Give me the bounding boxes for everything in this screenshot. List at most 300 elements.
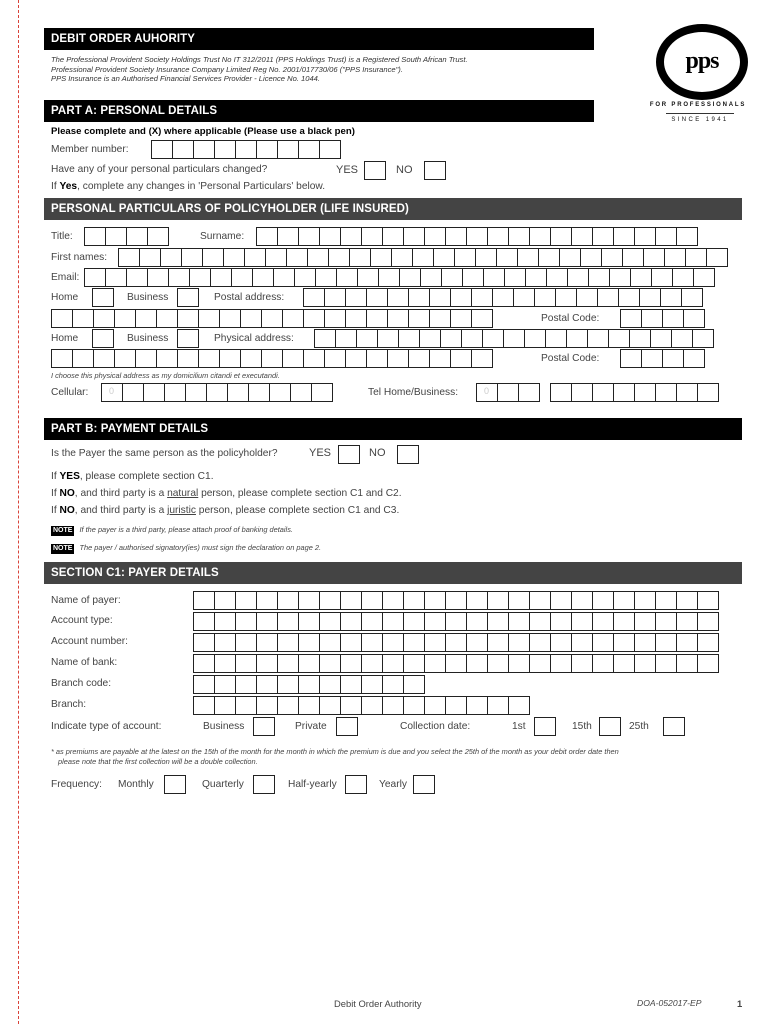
char-box[interactable] xyxy=(629,329,651,348)
freq-monthly-checkbox[interactable] xyxy=(164,775,186,794)
char-box[interactable] xyxy=(214,654,236,673)
char-box[interactable] xyxy=(391,248,413,267)
char-box[interactable] xyxy=(683,309,705,328)
char-box[interactable] xyxy=(613,591,635,610)
char-box[interactable] xyxy=(433,248,455,267)
char-box[interactable] xyxy=(72,309,94,328)
char-box[interactable] xyxy=(105,227,127,246)
char-box[interactable] xyxy=(508,654,530,673)
char-box[interactable] xyxy=(219,309,241,328)
char-box[interactable] xyxy=(382,696,404,715)
char-box[interactable] xyxy=(445,633,467,652)
char-box[interactable] xyxy=(143,383,165,402)
char-box[interactable] xyxy=(214,633,236,652)
char-box[interactable] xyxy=(314,329,336,348)
char-box[interactable] xyxy=(277,591,299,610)
char-box[interactable] xyxy=(273,268,295,287)
char-box[interactable] xyxy=(114,349,136,368)
char-box[interactable] xyxy=(550,383,572,402)
char-box[interactable] xyxy=(471,349,493,368)
char-box[interactable] xyxy=(244,248,266,267)
char-box[interactable] xyxy=(462,268,484,287)
char-box[interactable] xyxy=(655,383,677,402)
char-box[interactable] xyxy=(357,268,379,287)
char-box[interactable] xyxy=(450,288,472,307)
char-box[interactable] xyxy=(172,140,194,159)
char-box[interactable] xyxy=(214,591,236,610)
char-box[interactable] xyxy=(122,383,144,402)
char-box[interactable] xyxy=(571,591,593,610)
postal-code-field[interactable] xyxy=(620,309,704,328)
char-box[interactable] xyxy=(592,654,614,673)
char-box[interactable] xyxy=(324,309,346,328)
char-box[interactable] xyxy=(265,248,287,267)
char-box[interactable] xyxy=(592,633,614,652)
char-box[interactable] xyxy=(508,633,530,652)
char-box[interactable] xyxy=(177,349,199,368)
acct-private-checkbox[interactable] xyxy=(336,717,358,736)
char-box[interactable] xyxy=(298,612,320,631)
char-box[interactable] xyxy=(622,248,644,267)
char-box[interactable] xyxy=(550,633,572,652)
char-box[interactable] xyxy=(408,309,430,328)
char-box[interactable] xyxy=(256,696,278,715)
char-box[interactable] xyxy=(382,633,404,652)
char-box[interactable] xyxy=(214,696,236,715)
char-box[interactable] xyxy=(256,633,278,652)
char-box[interactable] xyxy=(508,591,530,610)
char-box[interactable] xyxy=(676,383,698,402)
char-box[interactable] xyxy=(496,248,518,267)
char-box[interactable] xyxy=(72,349,94,368)
same-no-checkbox[interactable] xyxy=(397,445,419,464)
char-box[interactable] xyxy=(403,654,425,673)
char-box[interactable] xyxy=(298,675,320,694)
physical-address-field-1[interactable] xyxy=(314,329,713,348)
char-box[interactable] xyxy=(235,612,257,631)
char-box[interactable] xyxy=(403,696,425,715)
char-box[interactable] xyxy=(252,268,274,287)
char-box[interactable] xyxy=(524,329,546,348)
name-of-bank-field[interactable] xyxy=(193,654,718,673)
char-box[interactable] xyxy=(655,227,677,246)
char-box[interactable] xyxy=(592,383,614,402)
char-box[interactable] xyxy=(613,612,635,631)
tel-number-field[interactable] xyxy=(550,383,718,402)
char-box[interactable] xyxy=(424,696,446,715)
postal-business-checkbox[interactable] xyxy=(177,288,199,307)
char-box[interactable] xyxy=(235,654,257,673)
char-box[interactable] xyxy=(361,591,383,610)
physical-postal-code-field[interactable] xyxy=(620,349,704,368)
char-box[interactable] xyxy=(235,675,257,694)
char-box[interactable] xyxy=(461,329,483,348)
char-box[interactable] xyxy=(185,383,207,402)
char-box[interactable] xyxy=(403,675,425,694)
char-box[interactable] xyxy=(198,349,220,368)
char-box[interactable] xyxy=(277,140,299,159)
char-box[interactable] xyxy=(555,288,577,307)
char-box[interactable] xyxy=(403,591,425,610)
char-box[interactable] xyxy=(503,329,525,348)
char-box[interactable] xyxy=(440,329,462,348)
char-box[interactable] xyxy=(671,329,693,348)
char-box[interactable] xyxy=(550,591,572,610)
char-box[interactable] xyxy=(692,329,714,348)
char-box[interactable] xyxy=(366,288,388,307)
char-box[interactable] xyxy=(382,612,404,631)
char-box[interactable] xyxy=(529,591,551,610)
char-box[interactable] xyxy=(483,268,505,287)
char-box[interactable] xyxy=(429,288,451,307)
char-box[interactable] xyxy=(298,227,320,246)
char-box[interactable] xyxy=(613,633,635,652)
char-box[interactable] xyxy=(546,268,568,287)
char-box[interactable] xyxy=(706,248,728,267)
char-box[interactable] xyxy=(620,309,642,328)
title-field[interactable] xyxy=(84,227,168,246)
char-box[interactable] xyxy=(160,248,182,267)
char-box[interactable] xyxy=(361,227,383,246)
char-box[interactable] xyxy=(240,349,262,368)
char-box[interactable] xyxy=(84,227,106,246)
char-box[interactable] xyxy=(261,309,283,328)
char-box[interactable] xyxy=(525,268,547,287)
char-box[interactable] xyxy=(408,349,430,368)
char-box[interactable] xyxy=(651,268,673,287)
char-box[interactable] xyxy=(398,329,420,348)
char-box[interactable] xyxy=(202,248,224,267)
char-box[interactable] xyxy=(303,288,325,307)
char-box[interactable] xyxy=(450,349,472,368)
char-box[interactable] xyxy=(181,248,203,267)
char-box[interactable] xyxy=(620,349,642,368)
char-box[interactable] xyxy=(592,227,614,246)
first-names-field[interactable] xyxy=(118,248,727,267)
name-of-payer-field[interactable] xyxy=(193,591,718,610)
same-yes-checkbox[interactable] xyxy=(338,445,360,464)
char-box[interactable] xyxy=(328,248,350,267)
char-box[interactable] xyxy=(597,288,619,307)
char-box[interactable] xyxy=(298,140,320,159)
char-box[interactable] xyxy=(177,309,199,328)
postal-address-field-2[interactable] xyxy=(51,309,492,328)
char-box[interactable] xyxy=(382,591,404,610)
date-15th-checkbox[interactable] xyxy=(599,717,621,736)
char-box[interactable] xyxy=(676,633,698,652)
char-box[interactable] xyxy=(269,383,291,402)
char-box[interactable] xyxy=(508,227,530,246)
char-box[interactable] xyxy=(164,383,186,402)
char-box[interactable] xyxy=(466,612,488,631)
char-box[interactable] xyxy=(641,309,663,328)
char-box[interactable] xyxy=(571,383,593,402)
char-box[interactable] xyxy=(641,349,663,368)
changed-no-checkbox[interactable] xyxy=(424,161,446,180)
char-box[interactable] xyxy=(550,612,572,631)
char-box[interactable] xyxy=(424,591,446,610)
char-box[interactable] xyxy=(529,633,551,652)
char-box[interactable] xyxy=(697,633,719,652)
char-box[interactable] xyxy=(319,227,341,246)
char-box[interactable] xyxy=(466,654,488,673)
char-box[interactable] xyxy=(139,248,161,267)
char-box[interactable] xyxy=(261,349,283,368)
char-box[interactable] xyxy=(634,227,656,246)
freq-quarterly-checkbox[interactable] xyxy=(253,775,275,794)
char-box[interactable] xyxy=(51,309,73,328)
char-box[interactable] xyxy=(676,591,698,610)
account-number-field[interactable] xyxy=(193,633,718,652)
char-box[interactable] xyxy=(450,309,472,328)
char-box[interactable] xyxy=(445,227,467,246)
char-box[interactable] xyxy=(429,309,451,328)
char-box[interactable] xyxy=(93,349,115,368)
char-box[interactable] xyxy=(311,383,333,402)
char-box[interactable] xyxy=(345,349,367,368)
char-box[interactable] xyxy=(566,329,588,348)
char-box[interactable] xyxy=(412,248,434,267)
char-box[interactable] xyxy=(168,268,190,287)
char-box[interactable] xyxy=(471,288,493,307)
char-box[interactable] xyxy=(210,268,232,287)
surname-field[interactable] xyxy=(256,227,697,246)
char-box[interactable] xyxy=(307,248,329,267)
char-box[interactable] xyxy=(193,140,215,159)
char-box[interactable] xyxy=(319,654,341,673)
char-box[interactable] xyxy=(497,383,519,402)
char-box[interactable] xyxy=(545,329,567,348)
char-box[interactable] xyxy=(366,309,388,328)
char-box[interactable] xyxy=(340,633,362,652)
char-box[interactable] xyxy=(319,696,341,715)
char-box[interactable] xyxy=(697,612,719,631)
char-box[interactable] xyxy=(608,329,630,348)
char-box[interactable] xyxy=(508,612,530,631)
char-box[interactable] xyxy=(219,349,241,368)
char-box[interactable] xyxy=(193,675,215,694)
char-box[interactable] xyxy=(588,268,610,287)
char-box[interactable] xyxy=(420,268,442,287)
char-box[interactable] xyxy=(193,591,215,610)
char-box[interactable] xyxy=(424,633,446,652)
char-box[interactable] xyxy=(559,248,581,267)
char-box[interactable] xyxy=(256,227,278,246)
char-box[interactable] xyxy=(424,654,446,673)
char-box[interactable] xyxy=(340,654,362,673)
char-box[interactable] xyxy=(660,288,682,307)
char-box[interactable] xyxy=(571,633,593,652)
char-box[interactable] xyxy=(193,612,215,631)
char-box[interactable] xyxy=(235,140,257,159)
char-box[interactable] xyxy=(382,675,404,694)
member-number-field[interactable] xyxy=(151,140,340,159)
char-box[interactable] xyxy=(613,227,635,246)
char-box[interactable] xyxy=(466,696,488,715)
char-box[interactable] xyxy=(223,248,245,267)
char-box[interactable] xyxy=(403,612,425,631)
char-box[interactable] xyxy=(377,329,399,348)
char-box[interactable] xyxy=(315,268,337,287)
char-box[interactable] xyxy=(441,268,463,287)
char-box[interactable] xyxy=(571,654,593,673)
char-box[interactable] xyxy=(445,591,467,610)
char-box[interactable] xyxy=(487,591,509,610)
char-box[interactable] xyxy=(277,633,299,652)
char-box[interactable] xyxy=(356,329,378,348)
char-box[interactable] xyxy=(126,268,148,287)
char-box[interactable] xyxy=(466,633,488,652)
char-box[interactable] xyxy=(340,696,362,715)
char-box[interactable] xyxy=(206,383,228,402)
char-box[interactable] xyxy=(609,268,631,287)
char-box[interactable] xyxy=(319,591,341,610)
char-box[interactable] xyxy=(613,654,635,673)
char-box[interactable] xyxy=(655,633,677,652)
char-box[interactable] xyxy=(639,288,661,307)
char-box[interactable] xyxy=(156,349,178,368)
char-box[interactable] xyxy=(147,227,169,246)
char-box[interactable] xyxy=(655,591,677,610)
char-box[interactable] xyxy=(504,268,526,287)
char-box[interactable] xyxy=(277,696,299,715)
char-box[interactable] xyxy=(655,612,677,631)
char-box[interactable] xyxy=(655,654,677,673)
char-box[interactable] xyxy=(429,349,451,368)
char-box[interactable] xyxy=(324,349,346,368)
char-box[interactable] xyxy=(513,288,535,307)
char-box[interactable] xyxy=(227,383,249,402)
char-box[interactable] xyxy=(235,591,257,610)
char-box[interactable] xyxy=(487,696,509,715)
char-box[interactable] xyxy=(298,633,320,652)
char-box[interactable] xyxy=(290,383,312,402)
char-box[interactable] xyxy=(630,268,652,287)
freq-half-yearly-checkbox[interactable] xyxy=(345,775,367,794)
branch-field[interactable] xyxy=(193,696,529,715)
postal-address-field-1[interactable] xyxy=(303,288,702,307)
char-box[interactable] xyxy=(298,591,320,610)
char-box[interactable] xyxy=(193,696,215,715)
char-box[interactable] xyxy=(634,383,656,402)
postal-home-checkbox[interactable] xyxy=(92,288,114,307)
char-box[interactable] xyxy=(214,612,236,631)
char-box[interactable] xyxy=(587,329,609,348)
char-box[interactable] xyxy=(256,654,278,673)
char-box[interactable] xyxy=(387,349,409,368)
char-box[interactable] xyxy=(387,288,409,307)
char-box[interactable] xyxy=(361,675,383,694)
char-box[interactable] xyxy=(618,288,640,307)
char-box[interactable] xyxy=(538,248,560,267)
char-box[interactable] xyxy=(319,140,341,159)
branch-code-field[interactable] xyxy=(193,675,424,694)
char-box[interactable] xyxy=(634,612,656,631)
char-box[interactable] xyxy=(256,612,278,631)
account-type-field[interactable] xyxy=(193,612,718,631)
char-box[interactable] xyxy=(147,268,169,287)
char-box[interactable] xyxy=(286,248,308,267)
char-box[interactable] xyxy=(550,227,572,246)
char-box[interactable] xyxy=(567,268,589,287)
char-box[interactable] xyxy=(592,612,614,631)
char-box[interactable] xyxy=(643,248,665,267)
char-box[interactable] xyxy=(366,349,388,368)
char-box[interactable] xyxy=(282,349,304,368)
char-box[interactable] xyxy=(84,268,106,287)
char-box[interactable] xyxy=(294,268,316,287)
char-box[interactable] xyxy=(613,383,635,402)
char-box[interactable] xyxy=(235,696,257,715)
physical-business-checkbox[interactable] xyxy=(177,329,199,348)
char-box[interactable] xyxy=(487,227,509,246)
char-box[interactable] xyxy=(529,654,551,673)
char-box[interactable] xyxy=(681,288,703,307)
char-box[interactable] xyxy=(445,696,467,715)
char-box[interactable] xyxy=(664,248,686,267)
char-box[interactable] xyxy=(424,227,446,246)
char-box[interactable] xyxy=(592,591,614,610)
char-box[interactable] xyxy=(118,248,140,267)
char-box[interactable] xyxy=(298,654,320,673)
cellular-field[interactable] xyxy=(101,383,332,402)
char-box[interactable] xyxy=(683,349,705,368)
char-box[interactable] xyxy=(340,591,362,610)
email-field[interactable] xyxy=(84,268,714,287)
char-box[interactable] xyxy=(454,248,476,267)
char-box[interactable] xyxy=(475,248,497,267)
char-box[interactable] xyxy=(403,633,425,652)
char-box[interactable] xyxy=(445,654,467,673)
char-box[interactable] xyxy=(634,591,656,610)
char-box[interactable] xyxy=(676,227,698,246)
char-box[interactable] xyxy=(324,288,346,307)
char-box[interactable] xyxy=(672,268,694,287)
char-box[interactable] xyxy=(571,612,593,631)
char-box[interactable] xyxy=(492,288,514,307)
acct-business-checkbox[interactable] xyxy=(253,717,275,736)
char-box[interactable] xyxy=(361,612,383,631)
char-box[interactable] xyxy=(378,268,400,287)
char-box[interactable] xyxy=(303,349,325,368)
char-box[interactable] xyxy=(387,309,409,328)
char-box[interactable] xyxy=(693,268,715,287)
char-box[interactable] xyxy=(676,654,698,673)
char-box[interactable] xyxy=(697,654,719,673)
char-box[interactable] xyxy=(361,654,383,673)
char-box[interactable] xyxy=(319,675,341,694)
char-box[interactable] xyxy=(662,309,684,328)
char-box[interactable] xyxy=(571,227,593,246)
char-box[interactable] xyxy=(319,633,341,652)
char-box[interactable] xyxy=(361,696,383,715)
char-box[interactable] xyxy=(482,329,504,348)
char-box[interactable] xyxy=(697,591,719,610)
char-box[interactable] xyxy=(214,675,236,694)
char-box[interactable] xyxy=(466,591,488,610)
char-box[interactable] xyxy=(466,227,488,246)
char-box[interactable] xyxy=(382,227,404,246)
char-box[interactable] xyxy=(487,654,509,673)
date-1st-checkbox[interactable] xyxy=(534,717,556,736)
char-box[interactable] xyxy=(193,633,215,652)
char-box[interactable] xyxy=(529,227,551,246)
physical-home-checkbox[interactable] xyxy=(92,329,114,348)
char-box[interactable] xyxy=(601,248,623,267)
char-box[interactable] xyxy=(685,248,707,267)
char-box[interactable] xyxy=(345,309,367,328)
char-box[interactable] xyxy=(126,227,148,246)
